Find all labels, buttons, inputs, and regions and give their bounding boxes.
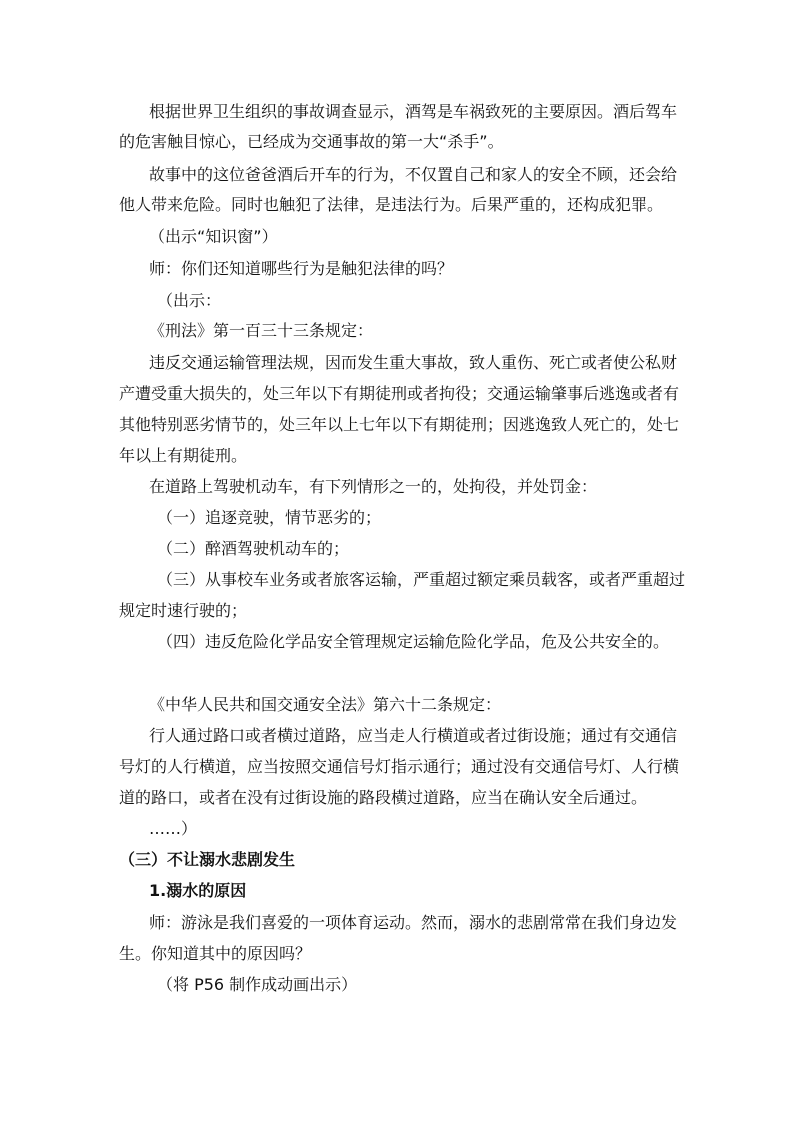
paragraph-line: 生。你知道其中的原因吗？ bbox=[119, 944, 312, 963]
paragraph-line: 的危害触目惊心，已经成为交通事故的第一大“杀手”。 bbox=[119, 132, 504, 151]
paragraph-line: （出示： bbox=[157, 291, 222, 310]
paragraph-line: 违反交通运输管理法规，因而发生重大事故，致人重伤、死亡或者使公私财 bbox=[149, 353, 678, 372]
paragraph-line: 行人通过路口或者横过道路，应当走人行横道或者过街设施；通过有交通信 bbox=[149, 726, 678, 745]
paragraph-line: 规定时速行驶的； bbox=[119, 601, 248, 620]
paragraph-line: 《刑法》第一百三十三条规定： bbox=[149, 321, 374, 340]
paragraph-line: （一）追逐竞驶，情节恶劣的； bbox=[157, 508, 382, 527]
paragraph-line: 他人带来危险。同时也触犯了法律，是违法行为。后果严重的，还构成犯罪。 bbox=[119, 195, 664, 214]
paragraph-line: 故事中的这位爸爸酒后开车的行为，不仅置自己和家人的安全不顾，还会给 bbox=[149, 165, 678, 184]
paragraph-line: （出示“知识窗”） bbox=[149, 227, 278, 246]
section-heading: （三）不让溺水悲剧发生 bbox=[119, 850, 296, 869]
paragraph-line: ……） bbox=[149, 819, 198, 838]
paragraph-line: 根据世界卫生组织的事故调查显示，酒驾是车祸致死的主要原因。酒后驾车 bbox=[149, 102, 678, 121]
paragraph-line: 道的路口，或者在没有过街设施的路段横过道路，应当在确认安全后通过。 bbox=[119, 788, 648, 807]
paragraph-line: 师：你们还知道哪些行为是触犯法律的吗？ bbox=[149, 259, 454, 278]
paragraph-line: （三）从事校车业务或者旅客运输，严重超过额定乘员载客，或者严重超过 bbox=[157, 570, 686, 589]
paragraph-line: （四）违反危险化学品安全管理规定运输危险化学品，危及公共安全的。 bbox=[157, 632, 670, 651]
paragraph-line: 年以上有期徒刑。 bbox=[119, 446, 248, 465]
subsection-heading: 1.溺水的原因 bbox=[149, 881, 247, 900]
paragraph-line: 号灯的人行横道，应当按照交通信号灯指示通行；通过没有交通信号灯、人行横 bbox=[119, 757, 680, 776]
paragraph-line: 其他特别恶劣情节的，处三年以上七年以下有期徒刑；因逃逸致人死亡的，处七 bbox=[119, 415, 680, 434]
paragraph-line: 产遭受重大损失的，处三年以下有期徒刑或者拘役；交通运输肇事后逃逸或者有 bbox=[119, 384, 680, 403]
paragraph-line: 在道路上驾驶机动车，有下列情形之一的，处拘役，并处罚金： bbox=[149, 477, 598, 496]
paragraph-line: 师：游泳是我们喜爱的一项体育运动。然而，溺水的悲剧常常在我们身边发 bbox=[149, 913, 678, 932]
paragraph-line: 《中华人民共和国交通安全法》第六十二条规定： bbox=[149, 695, 502, 714]
paragraph-line: （二）醉酒驾驶机动车的； bbox=[157, 539, 350, 558]
paragraph-line: （将 P56 制作成动画出示） bbox=[157, 975, 358, 994]
